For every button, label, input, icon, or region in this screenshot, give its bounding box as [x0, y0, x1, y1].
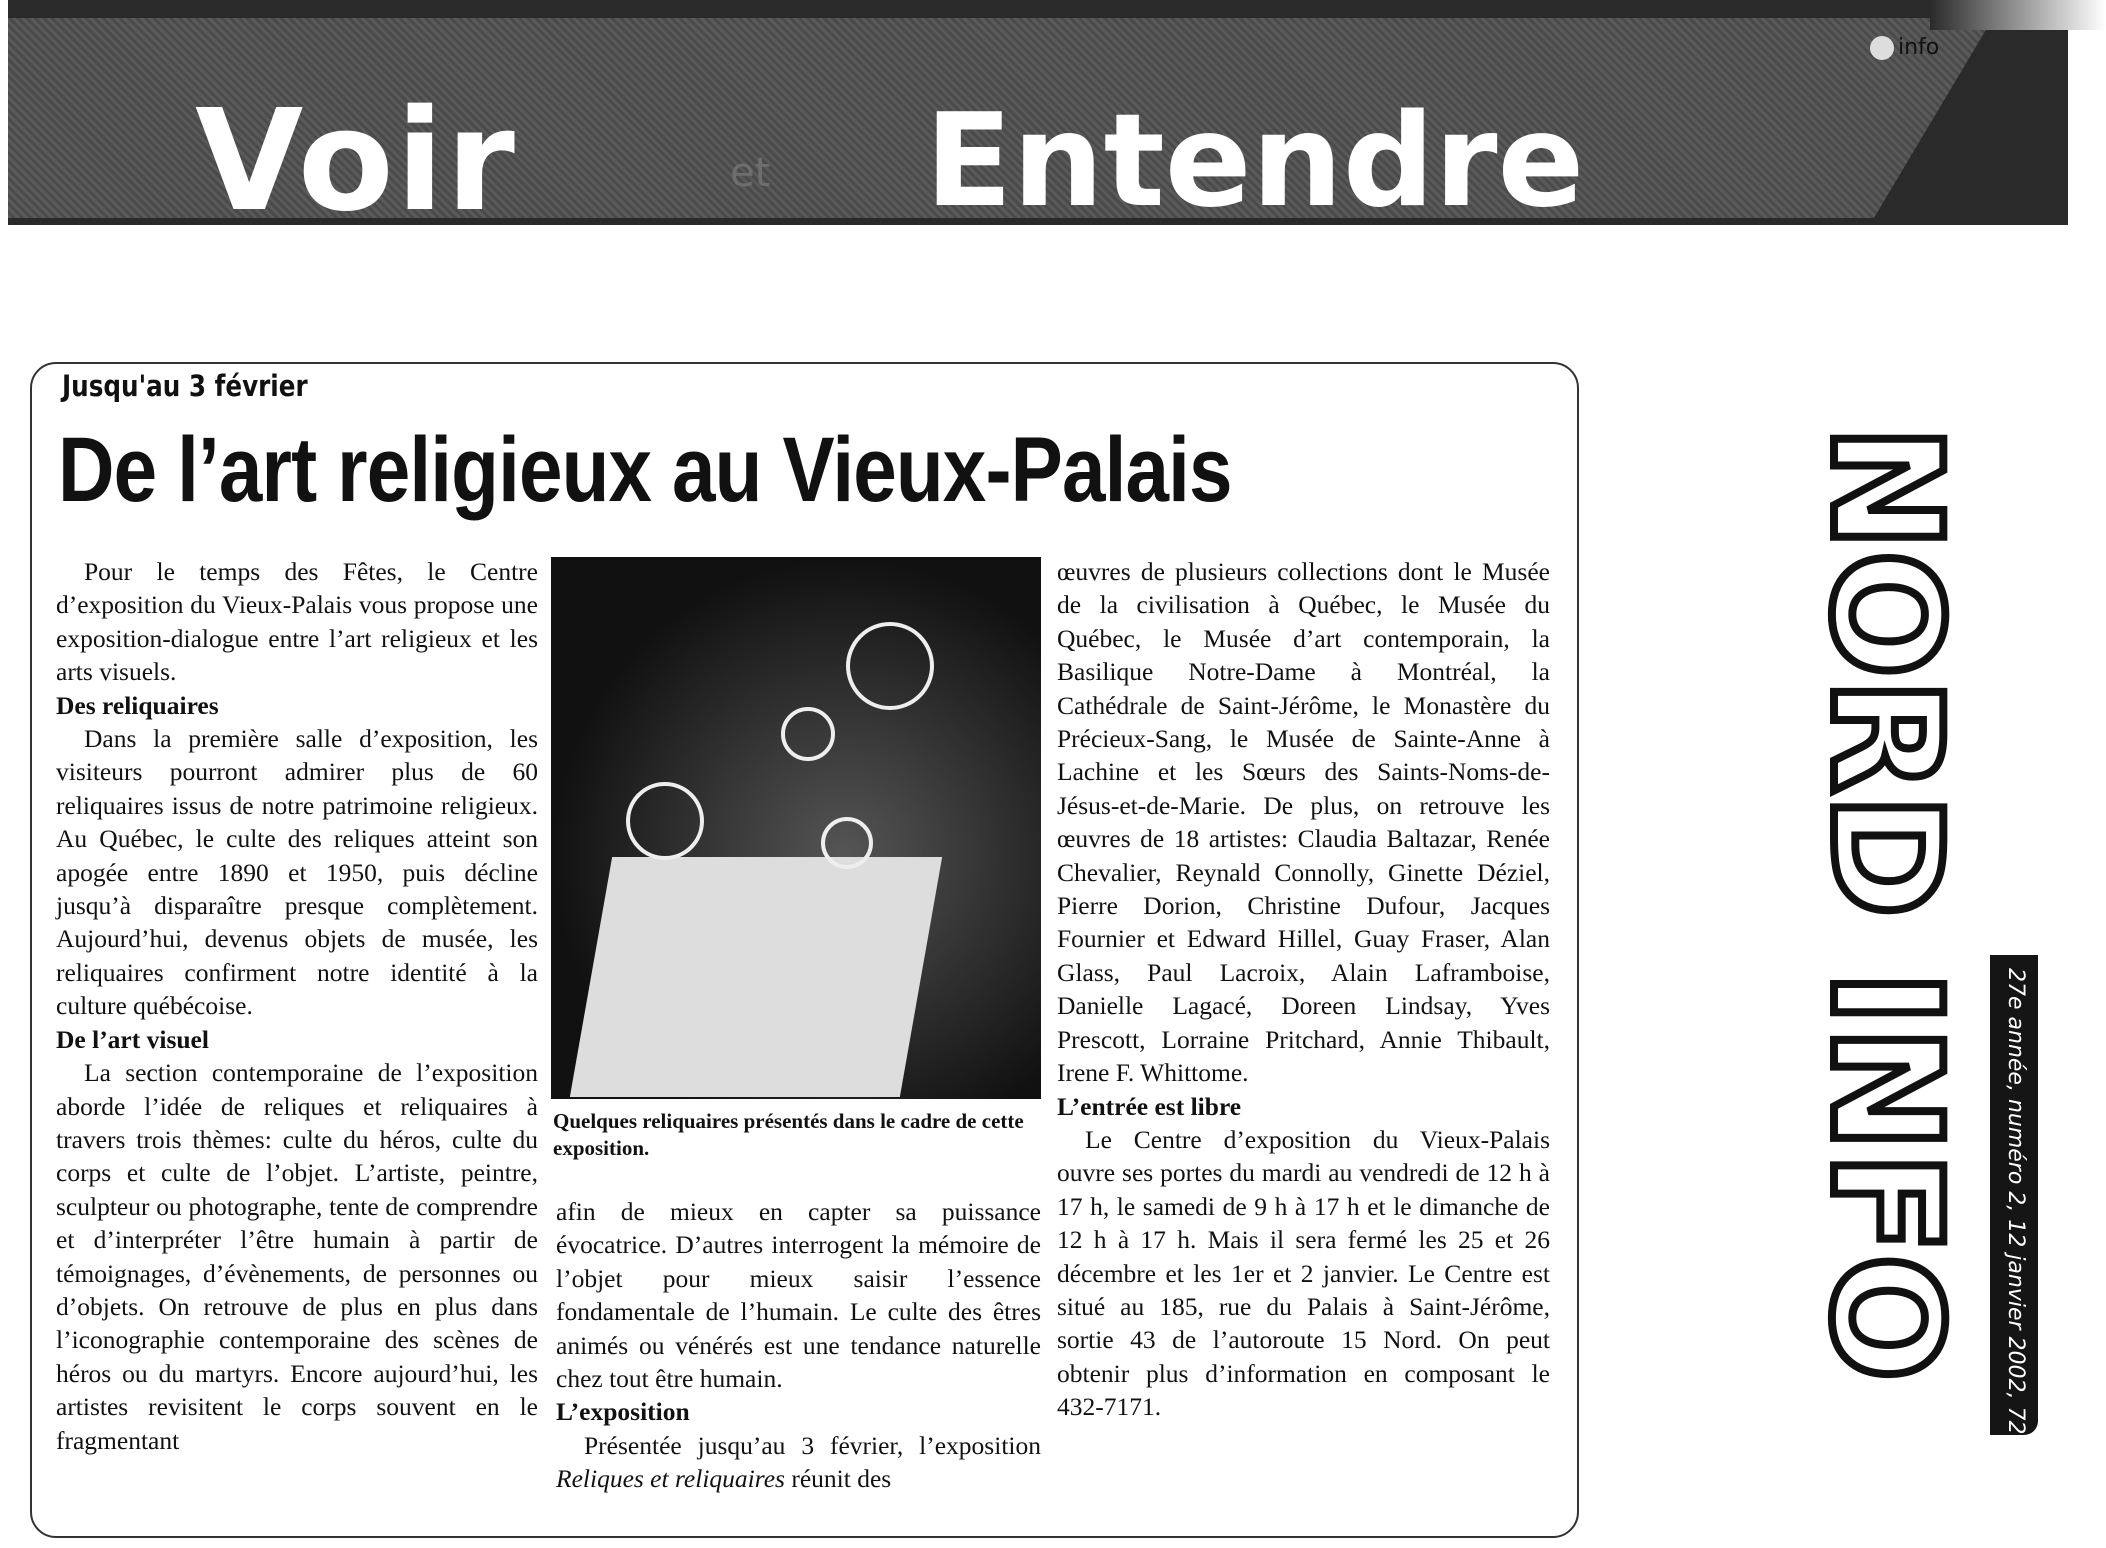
- logo-emblem-icon: [1870, 36, 1894, 60]
- text: Présentée jusqu’au 3 février, l’exposition: [584, 1430, 1041, 1460]
- banner-entendre: Entendre: [925, 87, 1585, 236]
- paragraph: Dans la première salle d’exposition, les visiteurs pourront admirer plus de 60 reliquaires issus de notre patrimoine religieux. Au Québec, le culte des reliques atteint son apogée entre 1890 et 1950, puis décline jusqu’à disparaître presque complètement. Aujourd’hui, devenus objets de musée, les reliquaires confirment notre identité à la culture québécoise.: [56, 724, 538, 1021]
- paragraph: [556, 1429, 1041, 1496]
- paragraph: afin de mieux en capter sa puissance évocatrice. D’autres interrogent la mémoire de l’objet pour mieux saisir l’essence fondamentale de l’humain. Le culte des êtres animés ou vénérés est une tendance naturelle chez tout être humain.: [556, 1197, 1041, 1394]
- subheading: L’exposition: [556, 1397, 690, 1427]
- paragraph: La section contemporaine de l’exposition aborde l’idée de reliques et reliquaires à travers trois thèmes: culte du héros, culte du corps et culte de l’objet. L’artiste, peintre, sculpteur ou photographe, tente de comprendre et d’interpréter l’être humain à partir de témoignages, d’évènements, de personnes ou d’objets. On retrouve de plus en plus dans l’iconographie contemporaine des scènes de héros ou du martyrs. Encore aujourd’hui, les artistes revisitent le corps souvent en le fragmentant: [56, 1058, 538, 1455]
- text: réunit des: [784, 1464, 892, 1494]
- photo-pedestal: [570, 857, 942, 1097]
- article-headline: De l’art religieux au Vieux-Palais: [58, 419, 1232, 521]
- banner-voir: Voir: [195, 80, 517, 243]
- banner-fade: [1930, 0, 2106, 30]
- subheading: L’entrée est libre: [1057, 1091, 1242, 1121]
- reliquary-shape: [781, 707, 835, 761]
- reliquary-shape: [846, 622, 934, 710]
- reliquary-shape: [626, 782, 704, 860]
- paragraph: œuvres de plusieurs collections dont le Musée de la civilisation à Québec, le Musée du Québec, le Musée d’art contemporain, la Basilique Notre-Dame à Montréal, la Cathédrale de Saint-Jérôme, le Monastère du Précieux-Sang, le Musée de Sainte-Anne à Lachine et les Sœurs des Saints-Noms-de-Jésus-et-de-Marie. De plus, on retrouve les œuvres de 18 artistes: Claudia Baltazar, Renée Chevalier, Reynald Connolly, Ginette Déziel, Pierre Dorion, Christine Dufour, Jacques Fournier et Edward Hillel, Guay Fraser, Alan Glass, Paul Lacroix, Alain Laframboise, Danielle Lagacé, Doreen Lindsay, Yves Prescott, Lorraine Pritchard, Annie Thibault, Irene F. Whittome.: [1057, 557, 1550, 1088]
- paragraph: Le Centre d’exposition du Vieux-Palais ouvre ses portes du mardi au vendredi de 12 h à 17 h, le samedi de 9 h à 17 h et le dimanche de 12 h à 17 h. Mais il sera fermé les 25 et 26 décembre et les 1er et 2 janvier. Le Centre est situé au 185, rue du Palais à Saint-Jérôme, sortie 43 de l’autoroute 15 Nord. On peut obtenir plus d’information en composant le 432-7171.: [1057, 1124, 1550, 1422]
- small-logo-text: info: [1898, 35, 1940, 60]
- reliquary-shape: [821, 817, 873, 869]
- article-kicker: Jusqu'au 3 février: [62, 369, 308, 403]
- banner-et: et: [730, 150, 771, 196]
- article-photo-reliquaries: [551, 557, 1041, 1099]
- subheading: De l’art visuel: [56, 1024, 209, 1054]
- article-column-2: [556, 1195, 1041, 1496]
- article-column-3: [1057, 555, 1550, 1424]
- exhibition-title: Reliques et reliquaires: [556, 1464, 785, 1494]
- issue-info: 27e année, numéro 2, 12 janvier 2002, 72 pages: [2003, 968, 2028, 1508]
- masthead-name: NORD INFO: [1798, 425, 1972, 1382]
- small-logo: [1870, 35, 1939, 60]
- subheading: Des reliquaires: [56, 690, 219, 720]
- paragraph: Pour le temps des Fêtes, le Centre d’exposition du Vieux-Palais vous propose une exposition-dialogue entre l’art religieux et les arts visuels.: [56, 557, 538, 687]
- photo-caption: Quelques reliquaires présentés dans le cadre de cette exposition.: [553, 1109, 1024, 1160]
- article-column-1: [56, 555, 538, 1457]
